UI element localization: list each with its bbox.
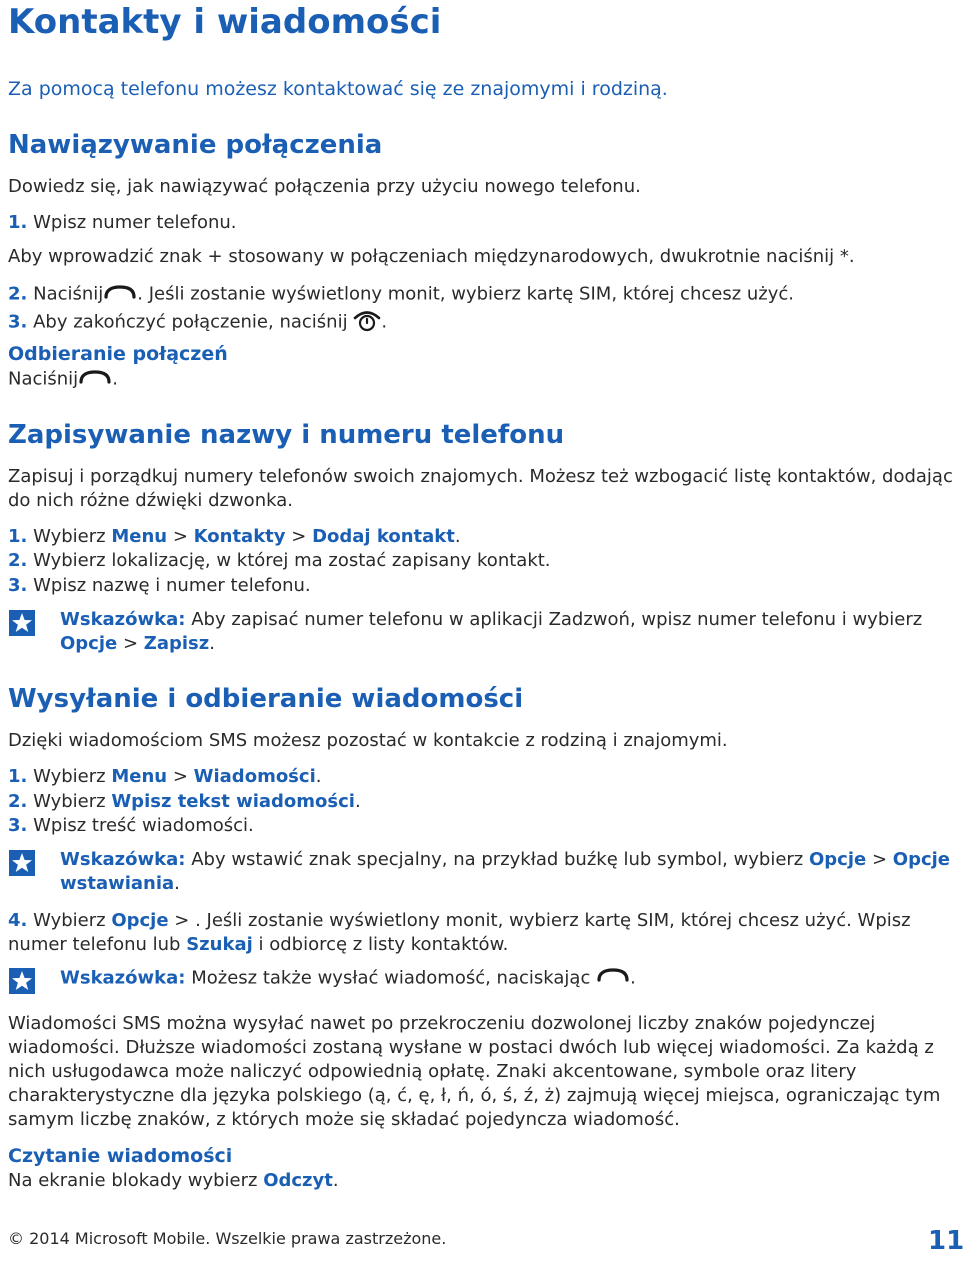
step-text: Naciśnij	[33, 283, 104, 305]
separator: >	[871, 849, 888, 870]
save-link: Zapisz	[143, 633, 210, 654]
add-contact-link: Dodaj kontakt	[312, 526, 455, 547]
contacts-heading: Zapisywanie nazwy i numeru telefonu	[8, 420, 565, 450]
footer-copyright: © 2014 Microsoft Mobile. Wszelkie prawa zastrzeżone.	[8, 1229, 447, 1248]
calls-step-2	[8, 283, 794, 306]
contacts-step-2	[8, 550, 551, 571]
read-heading: Czytanie wiadomości	[8, 1145, 233, 1167]
call-key-icon	[103, 283, 137, 306]
options-link: Opcje	[60, 633, 118, 654]
answer-text-b: .	[112, 368, 118, 390]
options-link: Opcje	[808, 849, 867, 870]
step-number: 1.	[8, 766, 28, 787]
tip-end: .	[209, 633, 215, 654]
step-text: Wpisz nazwę i numer telefonu.	[33, 575, 311, 596]
step-text: Wybierz lokalizację, w której ma zostać zapisany kontakt.	[33, 550, 551, 571]
tip-label: Wskazówka:	[60, 849, 186, 870]
star-icon	[9, 610, 35, 636]
step-text: Wpisz numer telefonu.	[33, 212, 237, 233]
messages-step-1	[8, 766, 321, 787]
menu-link: Menu	[111, 766, 168, 787]
tip-text: Aby wstawić znak specjalny, na przykład buźkę lub symbol, wybierz	[191, 849, 804, 870]
calls-step-3	[8, 308, 387, 337]
step-end: .	[315, 766, 322, 787]
step-text-end: i odbiorcę z listy kontaktów.	[258, 934, 509, 955]
step-end: .	[454, 526, 461, 547]
read-text-a: Na ekranie blokady wybierz	[8, 1170, 258, 1191]
end-key-icon	[353, 308, 381, 337]
tip-text: Aby zapisać numer telefonu w aplikacji Zadzwoń, wpisz numer telefonu i wybierz	[191, 609, 923, 630]
step-text: Wybierz	[33, 766, 106, 787]
tip-text: Możesz także wysłać wiadomość, naciskając	[191, 967, 591, 989]
step-text-cont: .	[381, 311, 388, 333]
tip-label: Wskazówka:	[60, 967, 186, 989]
call-key-icon	[78, 368, 112, 391]
step-text-cont: > . Jeśli zostanie wyświetlony monit, wybierz kartę SIM, której chcesz użyć. Wpisz numer telefonu lub	[8, 910, 911, 955]
step-text: Aby zakończyć połączenie, naciśnij	[33, 311, 348, 333]
tip-end: .	[174, 873, 180, 894]
page-title: Kontakty i wiadomości	[8, 2, 442, 42]
contacts-step-1	[8, 526, 461, 547]
search-link: Szukaj	[186, 934, 253, 955]
read-end: .	[332, 1170, 339, 1191]
step-text: Wybierz	[33, 791, 106, 812]
step-number: 1.	[8, 526, 28, 547]
step-text-cont: . Jeśli zostanie wyświetlony monit, wybierz kartę SIM, której chcesz użyć.	[137, 283, 795, 305]
read-text	[8, 1170, 339, 1191]
page-number: 11	[928, 1226, 964, 1256]
options-link: Opcje	[111, 910, 169, 931]
tip-label: Wskazówka:	[60, 609, 186, 630]
calls-heading: Nawiązywanie połączenia	[8, 130, 383, 160]
messages-step-4	[8, 909, 953, 957]
messages-link: Wiadomości	[193, 766, 316, 787]
step-number: 1.	[8, 212, 28, 233]
step-text: Wybierz	[33, 526, 106, 547]
step-number: 2.	[8, 791, 28, 812]
write-message-link: Wpisz tekst wiadomości	[111, 791, 355, 812]
star-icon	[9, 850, 35, 876]
calls-step-1-sub: Aby wprowadzić znak + stosowany w połączeniach międzynarodowych, dwukrotnie naciśnij *.	[8, 246, 855, 267]
messages-tip-2	[60, 966, 955, 991]
answer-text-a: Naciśnij	[8, 368, 79, 390]
separator: >	[172, 766, 188, 787]
step-number: 3.	[8, 815, 28, 836]
contacts-step-3	[8, 575, 311, 596]
separator: >	[122, 633, 139, 654]
star-icon	[9, 968, 35, 994]
calls-desc: Dowiedz się, jak nawiązywać połączenia przy użyciu nowego telefonu.	[8, 176, 641, 197]
step-text: Wybierz	[33, 910, 106, 931]
step-number: 2.	[8, 283, 28, 305]
calls-step-1	[8, 212, 237, 233]
messages-heading: Wysyłanie i odbieranie wiadomości	[8, 684, 524, 714]
contacts-tip	[60, 608, 955, 656]
separator: >	[291, 526, 307, 547]
contacts-desc: Zapisuj i porządkuj numery telefonów swoich znajomych. Możesz też wzbogacić listę kontaktów, dodając do nich różne dźwięki dzwonka.	[8, 466, 953, 511]
intro-text: Za pomocą telefonu możesz kontaktować się ze znajomymi i rodziną.	[8, 78, 668, 100]
messages-tip-1	[60, 848, 955, 896]
menu-link: Menu	[111, 526, 168, 547]
step-number: 3.	[8, 311, 28, 333]
sms-note: Wiadomości SMS można wysyłać nawet po przekroczeniu dozwolonej liczby znaków pojedynczej wiadomości. Dłuższe wiadomości zostaną wysłane w postaci dwóch lub więcej wiadomości. Za każdą z nich usługodawca może naliczyć odpowiednią opłatę. Znaki akcentowane, symbole oraz litery charakterystyczne dla języka polskiego (ą, ć, ę, ł, ń, ó, ś, ź, ż) zajmują więcej miejsca, ograniczając tym samym liczbę znaków, z których może się składać pojedyncza wiadomość.	[8, 1013, 941, 1130]
messages-desc: Dzięki wiadomościom SMS możesz pozostać w kontakcie z rodziną i znajomymi.	[8, 730, 728, 751]
tip-end: .	[630, 967, 636, 989]
messages-step-3	[8, 815, 254, 836]
separator: >	[172, 526, 188, 547]
messages-step-2	[8, 791, 361, 812]
step-number: 2.	[8, 550, 28, 571]
step-text: Wpisz treść wiadomości.	[33, 815, 254, 836]
answer-heading: Odbieranie połączeń	[8, 343, 228, 365]
step-number: 3.	[8, 575, 28, 596]
step-end: .	[354, 791, 361, 812]
contacts-link: Kontakty	[193, 526, 286, 547]
answer-text	[8, 368, 118, 391]
call-key-icon	[596, 966, 630, 991]
insert-options-link: Opcje wstawiania	[60, 849, 951, 894]
read-link: Odczyt	[263, 1170, 333, 1191]
step-number: 4.	[8, 910, 28, 931]
